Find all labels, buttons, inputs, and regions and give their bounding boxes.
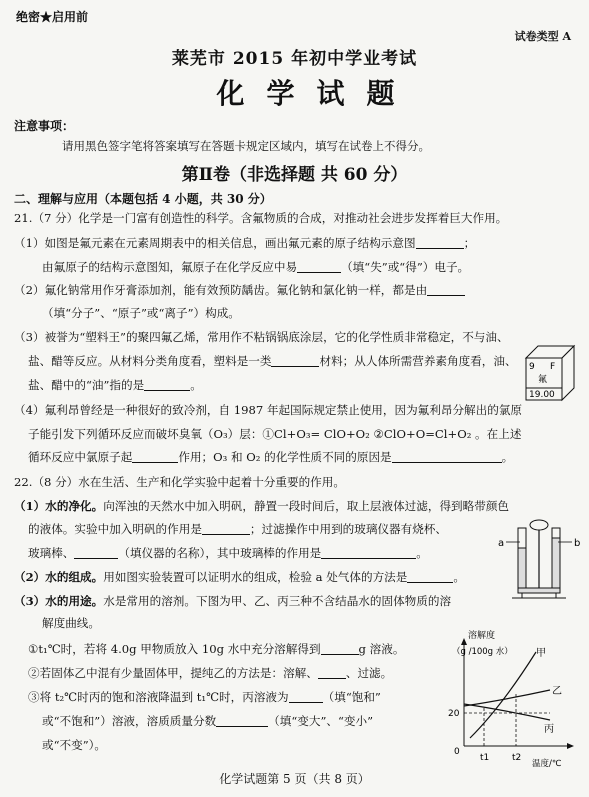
answer-blank[interactable] [144, 378, 190, 391]
paper-type-label: 试卷类型 A [514, 30, 571, 43]
punct: 。 [453, 570, 465, 584]
solubility-curve-chart [440, 628, 586, 770]
electrolysis-apparatus [496, 518, 582, 600]
punct: 。 [190, 378, 202, 392]
origin-label: 0 [454, 747, 460, 757]
y-tick-20: 20 [448, 709, 460, 719]
q21-part1-line2 [42, 259, 469, 275]
section-title: 第Ⅱ卷（非选择题 共 60 分） [181, 165, 408, 185]
y-axis-arrow [461, 638, 467, 645]
q22-sub1 [28, 641, 404, 657]
q21-part3-line3 [28, 377, 202, 393]
q22-part1-line3 [28, 545, 428, 561]
q21-p1a-text: （1）如图是氟元素在元素周期表中的相关信息，画出氟元素的原子结构示意图 [14, 236, 416, 250]
answer-blank[interactable] [202, 522, 250, 535]
answer-blank[interactable] [132, 450, 178, 463]
page-footer: 化学试题第 5 页（共 8 页） [219, 772, 370, 786]
q22-sub3-line2 [42, 713, 373, 729]
answer-blank[interactable] [74, 546, 118, 559]
x-tick-t2: t2 [512, 753, 522, 763]
answer-blank[interactable] [321, 642, 359, 655]
q22-p3-title: （3）水的用途。 [14, 594, 104, 608]
q21-p3b-text: 盐、醋等反应。从材料分类角度看，塑料是一类 [28, 354, 272, 368]
answer-blank[interactable] [321, 546, 416, 559]
q21-part4-line2: 子能引发下列循环反应而破坏臭氧（O₃）层：①Cl+O₃= ClO+O₂ ②ClO+O=Cl+O₂ 。在上述 [28, 427, 522, 441]
subject-title: 化学试题 [216, 77, 417, 110]
x-axis-arrow [567, 743, 574, 749]
series-yi-curve [464, 690, 550, 706]
q21-p1b-end: （填“失”或“得”）电子。 [341, 260, 470, 274]
q22-sub3-line1 [28, 689, 381, 705]
q21-part1-line1 [14, 235, 475, 251]
q22-part3-line1 [14, 593, 451, 609]
punct: 。 [501, 450, 514, 464]
q22-sub2 [28, 665, 392, 681]
label-b: b [574, 538, 581, 549]
q21-p3b-end: 材料；从人体所需营养素角度看，油、 [319, 354, 517, 368]
part-heading: 二、理解与应用（本题包括 4 小题，共 30 分） [14, 192, 272, 206]
q21-part4-line1: （4）氟利昂曾经是一种很好的致冷剂，自 1987 年起国际规定禁止使用，因为氟利昂分解出的氯原 [14, 403, 523, 417]
q21-p4c-text: 循环反应中氯原子起 [28, 450, 133, 464]
answer-blank[interactable] [407, 570, 453, 583]
q22-sub3-line3: 或“不变”）。 [42, 738, 107, 752]
q21-p4c-mid: 作用；O₃ 和 O₂ 的化学性质不同的原因是 [178, 450, 392, 464]
q22-stem: 22.（8 分）水在生活、生产和化学实验中起着十分重要的作用。 [14, 475, 345, 489]
q22-s1-text: ①t₁℃时，若将 4.0g 甲物质放入 10g 水中充分溶解得到 [28, 642, 321, 656]
q21-part2-line1 [14, 282, 465, 298]
series-yi-label: 乙 [552, 686, 562, 697]
q22-part1-line2 [28, 521, 447, 537]
q21-stem: 21.（7 分）化学是一门富有创造性的科学。含氟物质的合成，对推动社会进步发挥着巨大作用。 [14, 211, 508, 225]
q21-part2-line2: （填“分子”、“原子”或“离子”）构成。 [42, 306, 240, 320]
exam-title: 莱芜市 2015 年初中学业考试 [171, 49, 418, 69]
q22-part1-line1 [14, 498, 509, 514]
series-jia-label: 甲 [536, 648, 546, 659]
q22-p2-text: 用如图实验装置可以证明水的组成，检验 a 处气体的方法是 [103, 570, 408, 584]
q22-p1c-text: 玻璃棒、 [28, 546, 75, 560]
notice-text: 请用黑色签字笔将答案填写在答题卡规定区域内，填写在试卷上不得分。 [62, 139, 430, 153]
q21-part3-line1: （3）被誉为“塑料王”的聚四氟乙烯，常用作不粘锅锅底涂层，它的化学性质非常稳定，不与油、 [14, 330, 509, 344]
q22-s1-end: g 溶液。 [358, 642, 405, 656]
atomic-number: 9 [529, 362, 535, 372]
q22-s3b-text: 或“不饱和”）溶液，溶质质量分数 [42, 714, 217, 728]
y-axis-label: 溶解度 [468, 631, 496, 641]
q21-part4-line3 [28, 449, 513, 465]
atomic-mass: 19.00 [529, 390, 555, 400]
q21-p2a-text: （2）氟化钠常用作牙膏添加剂，能有效预防龋齿。氟化钠和氯化钠一样，都是由 [14, 283, 428, 297]
q22-p1b-end: ；过滤操作中用到的玻璃仪器有烧杯、 [249, 522, 448, 536]
answer-blank[interactable] [289, 690, 323, 703]
label-a: a [498, 538, 505, 549]
element-symbol: F [550, 362, 556, 372]
q22-p1c-mid: （填仪器的名称），其中玻璃棒的作用是 [118, 546, 322, 560]
q22-p2-title: （2）水的组成。 [14, 570, 104, 584]
series-bing-label: 丙 [544, 724, 554, 735]
element-name: 氟 [538, 375, 548, 385]
q22-part2 [14, 569, 465, 585]
x-tick-t1: t1 [480, 753, 490, 763]
q21-p1b-text: 由氟原子的结构示意图知，氟原子在化学反应中易 [42, 260, 298, 274]
answer-blank[interactable] [416, 236, 464, 249]
q22-p1b-text: 的液体。实验中加入明矾的作用是 [28, 522, 202, 536]
x-axis-label: 温度/℃ [532, 759, 562, 769]
q22-p1-title: （1）水的净化。 [14, 499, 104, 513]
answer-blank[interactable] [271, 354, 319, 367]
q22-part3-line2: 解度曲线。 [42, 616, 100, 630]
q22-s3a-text: ③将 t₂℃时丙的饱和溶液降温到 t₁℃时，丙溶液为 [28, 690, 289, 704]
q21-p3c-text: 盐、醋中的“油”指的是 [28, 378, 145, 392]
answer-blank[interactable] [427, 283, 465, 296]
q22-p3a-text: 水是常用的溶剂。下图为甲、乙、丙三种不含结晶水的固体物质的溶 [103, 594, 452, 608]
fluorine-element-card [524, 344, 576, 402]
q21-part3-line2 [28, 353, 517, 369]
answer-blank[interactable] [297, 260, 341, 273]
q22-s3b-end: （填“变大”、“变小” [268, 714, 374, 728]
series-bing-curve [464, 704, 550, 720]
q22-s2-end: 、过滤。 [345, 666, 393, 680]
punct: ； [463, 236, 476, 250]
q22-p1a-text: 向浑浊的天然水中加入明矾，静置一段时间后，取上层液体过滤，得到略带颜色 [103, 499, 510, 513]
answer-blank[interactable] [318, 666, 346, 679]
q22-s3a-end: （填“饱和” [322, 690, 381, 704]
notice-heading: 注意事项： [14, 119, 75, 133]
q22-s2-text: ②若固体乙中混有少量固体甲，提纯乙的方法是：溶解、 [28, 666, 318, 680]
y-axis-unit: （g /100g 水） [452, 647, 513, 657]
answer-blank[interactable] [216, 714, 268, 727]
punct: 。 [416, 546, 428, 560]
answer-blank[interactable] [392, 450, 502, 463]
confidential-label: 绝密★启用前 [16, 10, 89, 24]
